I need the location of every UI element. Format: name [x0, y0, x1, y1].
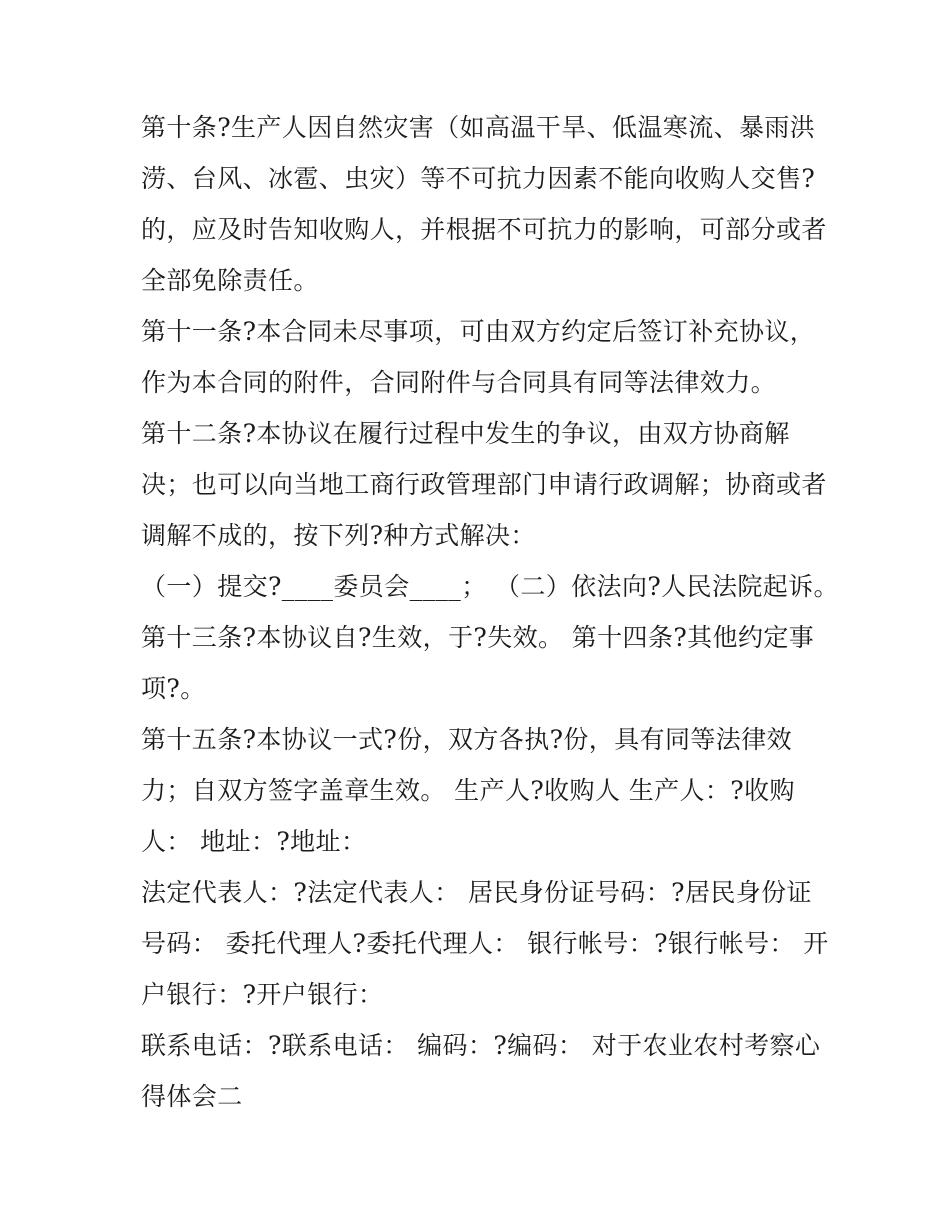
signature-representative-line: 法定代表人：?法定代表人： 居民身份证号码：?居民身份证	[141, 878, 812, 907]
article-11-line-1: 第十一条?本合同未尽事项，可由双方约定后签订补充协议，	[141, 317, 816, 346]
article-15-line-1: 第十五条?本协议一式?份，双方各执?份，具有同等法律效	[141, 725, 793, 754]
article-11-line-2: 作为本合同的附件，合同附件与合同具有同等法律效力。	[141, 368, 777, 397]
article-13-14-line-2: 项?。	[141, 674, 206, 703]
article-15-line-2: 力；自双方签字盖章生效。 生产人?收购人 生产人：?收购	[141, 776, 795, 805]
article-12-line-3: 调解不成的，按下列?种方式解决：	[141, 521, 536, 550]
article-10-line-3: 的，应及时告知收购人，并根据不可抗力的影响，可部分或者	[141, 215, 827, 244]
article-10-line-2: 涝、台风、冰雹、虫灾）等不可抗力因素不能向收购人交售?	[141, 164, 816, 193]
article-12-line-2: 决；也可以向当地工商行政管理部门申请行政调解；协商或者	[141, 470, 827, 499]
article-12-line-1: 第十二条?本协议在履行过程中发生的争议，由双方协商解	[141, 419, 790, 448]
signature-contact-line: 联系电话：?联系电话： 编码：?编码： 对于农业农村考察心	[141, 1031, 821, 1060]
signature-agent-bank-line: 号码： 委托代理人?委托代理人： 银行帐号：?银行帐号： 开	[141, 929, 829, 958]
article-13-14-line-1: 第十三条?本协议自?生效，于?失效。 第十四条?其他约定事	[141, 623, 815, 652]
signature-bank-line: 户银行：?开户银行：	[141, 980, 384, 1009]
signature-address-line: 人： 地址：?地址：	[141, 827, 367, 856]
article-10-line-4: 全部免除责任。	[141, 266, 319, 295]
dispute-options-line: （一）提交?____委员会____； （二）依法向?人民法院起诉。	[141, 572, 839, 601]
article-10-line-1: 第十条?生产人因自然灾害（如高温干旱、低温寒流、暴雨洪	[141, 113, 816, 142]
closing-line: 得体会二	[141, 1082, 243, 1111]
